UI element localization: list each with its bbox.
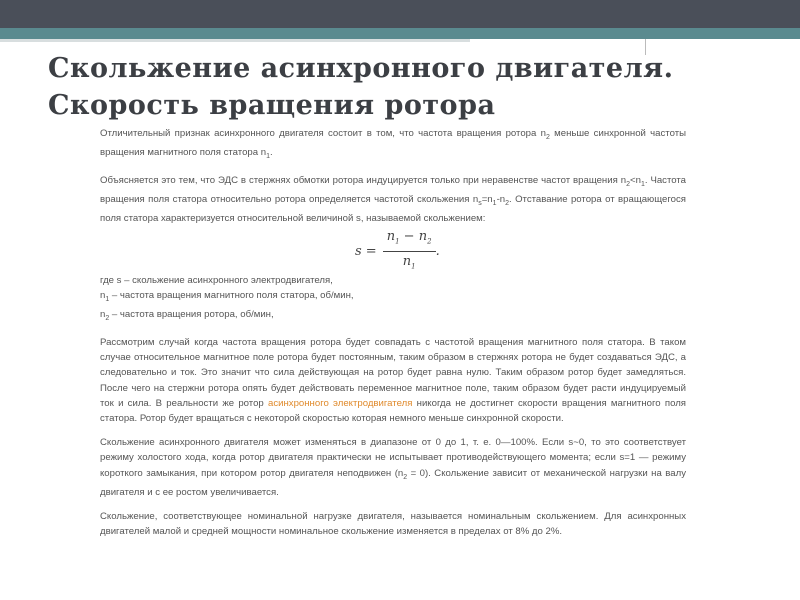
paragraph-5: Скольжение, соответствующее номинальной нагрузке двигателя, называется номинальным скольжением. Для асинхронных двигателей малой и средней мощности номинальное скольжение изменяется в пределах от 8% до 2%.	[100, 511, 686, 538]
formula-lhs: s =	[355, 244, 377, 260]
slide-title	[48, 50, 778, 124]
definition-n2: $n_2$ – частота вращения ротора, об/мин,	[100, 308, 274, 322]
paragraph-4: Скольжение асинхронного двигателя может изменяться в диапазоне от 0 до 1, т. е. 0—100%. Если s~0, то это соответствует режиму холостого хода, когда ротор двигателя практически не испытывает противодействующего момента; если s=1 — режиму короткого замыкания, при котором ротор двигателя неподвижен $(n_2 = 0)$. Скольжение зависит от механической нагрузки на валу двигателя и с ее ростом увеличивается.	[100, 437, 686, 498]
header-light-line	[0, 39, 470, 42]
header-dark-band	[0, 0, 800, 28]
paragraph-1: Отличительный признак асинхронного двигателя состоит в том, что частота вращения ротора $n_2$ меньше синхронной частоты вращения магнитного поля статора $n_1$.	[100, 128, 686, 161]
definition-n1: $n_1$ – частота вращения магнитного поля статора, об/мин,	[100, 289, 354, 303]
motor-link[interactable]: асинхронного электродвигателя	[268, 397, 413, 409]
slide-title-line2: Скорость вращения ротора	[48, 90, 496, 121]
slip-formula: s = $\frac{n_1 - n_2}{n_1}$ .	[100, 229, 686, 267]
formula-fraction: $\frac{n_1 - n_2}{n_1}$	[383, 229, 436, 276]
header-teal-band	[0, 28, 800, 39]
slide-title-line1: Скольжение асинхронного двигателя.	[48, 53, 674, 84]
paragraph-2: Объясняется это тем, что ЭДС в стержнях обмотки ротора индуцируется только при неравенстве частот вращения $n_2<n_1$. Частота вращения поля статора относительно ротора определяется частотой скольжения $n_s=n_1-n_2$. Отставание ротора от вращающегося поля статора характеризуется относительной величиной s, называемой скольжением:	[100, 175, 687, 225]
content-body	[100, 126, 686, 548]
paragraph-3: Рассмотрим случай когда частота вращения ротора будет совпадать с частотой вращения магнитного поля статора. В таком случае относительное магнитное поле ротора будет постоянным, таким образом в стержнях ротора не будет создаваться ЭДС, а следовательно и ток. Это значит что сила действующая на ротор будет равна нулю. Таким образом ротор будет замедляться. После чего на стержни ротора опять будет действовать переменное магнитное поле, таким образом будет расти индуцируемый ток и сила. В реальности же ротор асинхронного электродвигателя никогда не достигнет скорости вращения магнитного поля статора. Ротор будет вращаться с некоторой скоростью которая немного меньше синхронной скорости.	[100, 337, 686, 425]
definition-s: где s – скольжение асинхронного электродвигателя,	[100, 274, 333, 286]
